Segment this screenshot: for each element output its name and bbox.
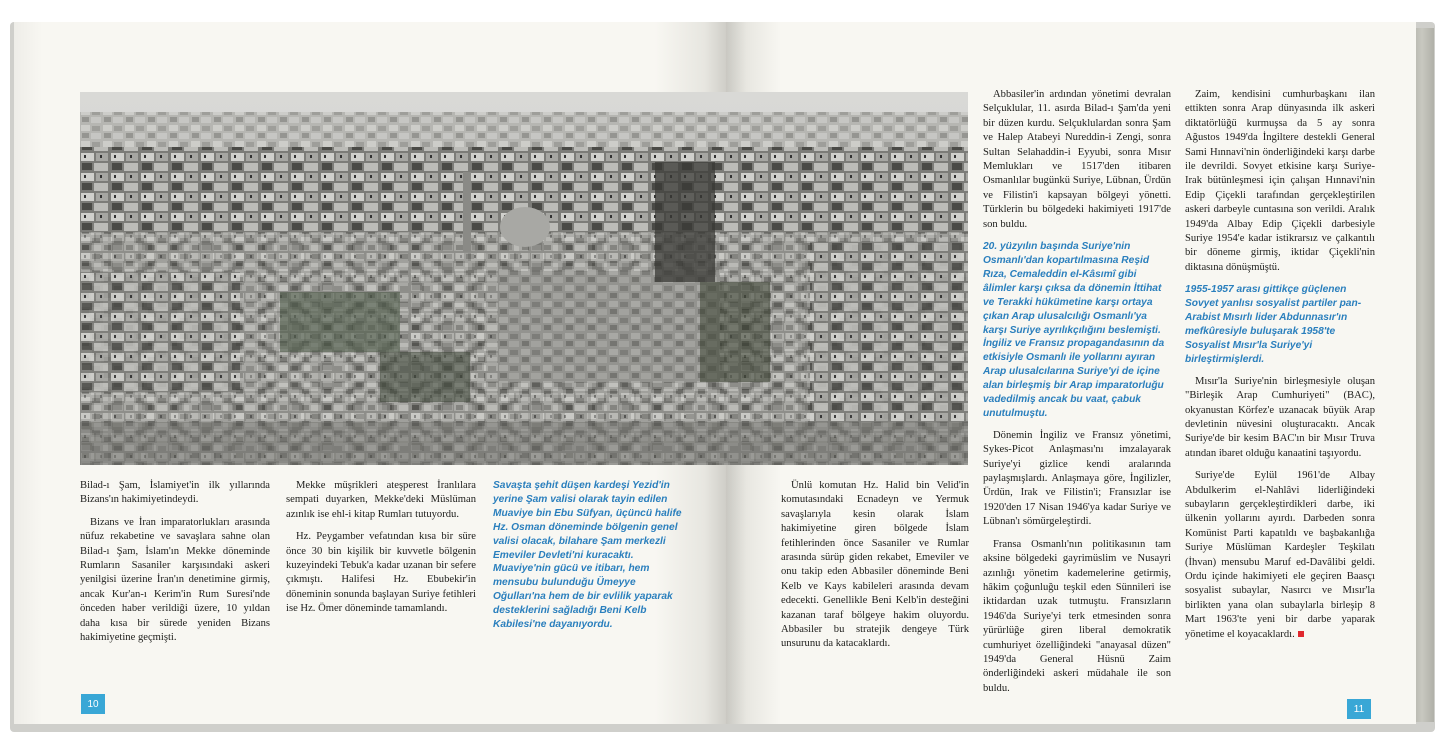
- paragraph: Bilad-ı Şam, İslamiyet'in ilk yıllarında Bizans'ın hakimiyetindeydi.: [80, 480, 270, 506]
- right-pull-quote-1: [983, 240, 1171, 421]
- paragraph: Hz. Peygamber vefatından kısa bir süre önce 30 bin kişilik bir kuvvetle bölgenin kuzeyindeki Tebuk'a kadar uzanan bir sefere çıkmıştı. Halifesi Hz. Ebubekir'in döneminin sonunda başlayan Suriye fetihleri ise Hz. Ömer döneminde tamamlandı.: [286, 531, 476, 615]
- paragraph: [1185, 469, 1375, 642]
- paragraph: Bizans ve İran imparatorlukları arasında nüfuz rekabetine ve savaşlara sahne olan Bilad-ı Şam, İslam'ın Mekke döneminde Rumların Sasaniler karşısındaki askeri yenilgisi üzerine İran'ın denetimine girmiş, ancak Kur'an-ı Kerim'in Rum Suresi'nde önceden haber verildiği üzere, 10 yıldan daha kısa bir sürede yeniden Bizans hakimiyetine geçmişti.: [80, 516, 270, 644]
- right-pull-quote-2: [1185, 283, 1375, 366]
- paragraph: Ünlü komutan Hz. Halid bin Velid'in komutasındaki Ecnadeyn ve Yermuk savaşlarıyla kesin olarak İslam hakimiyetine giren bölgede İslam fetihlerinden önce Sasaniler ve Rumlar arasında sürüp giden rekabet, Emeviler ve onu takip eden Abbasiler döneminde Beni Kelb ve Kays kabileleri arasında devam edecekti. Genellikle Beni Kelb'in desteğini kazanan taraf bölgeye hakim oluyordu. Abbasiler bu stratejik dengeye Türk unsurunu da katacaklardı.: [781, 480, 969, 650]
- right-column-2: [983, 88, 1171, 704]
- paragraph-text: Suriye'de Eylül 1961'de Albay Abdulkerim el-Nahlâvi liderliğindeki subayların gerçekleştirdikleri darbe, iki ülkenin yollarını ayırdı. Darbeden sonra Komünist Parti kapatıldı ve başbakanlığa Suriye Müslüman Kardeşler Teşkilatı (İhvan) mensubu Maruf ed-Davâlibi geldi. Ordu içinde hakimiyeti ele geçiren Baasçı sosyalist subaylar, Nasırcı ve Mısır'la birlikten yana olan subaylarla birleşip 8 Mart 1963'te yeni bir darbe yaparak yönetime el koyacaklardı.: [1185, 470, 1375, 640]
- paragraph: Mekke müşrikleri ateşperest İranlılara sempati duyarken, Mekke'deki Müslüman azınlık ise ehl-i kitap Rumları tutuyordu.: [286, 480, 476, 520]
- paragraph: Zaim, kendisini cumhurbaşkanı ilan ettikten sonra Arap dünyasında ilk askeri diktatörlüğü kurmuşsa da 5 ay sonra Ağustos 1949'da İngiltere destekli General Sami Hınnavi'nin önderliğindeki karşı darbe ile devrildi. Sovyet etkisine karşı Suriye-Irak bütünleşmesi için çalışan Hınnavi'nin Edip Çiçekli tarafından gerçekleştirilen askeri darbeyle cuntasına son verildi. Aralık 1949'da Albay Edip Çiçekli darbesiyle Suriye 1954'e kadar istikrarsız ve çalkantılı bir döneme girmiş, iktidar Çiçekli'nin diktasına dönüşmüştü.: [1185, 89, 1375, 273]
- right-column-1: [781, 479, 969, 660]
- right-column-3: [1185, 88, 1375, 650]
- end-mark: [1298, 631, 1304, 637]
- paragraph: Dönemin İngiliz ve Fransız yönetimi, Sykes-Picot Anlaşması'nı imzalayarak Suriye'yi gizlice kendi aralarında paylaşmışlardı. Anlaşmaya göre, İngilizler, Ürdün, Irak ve Filistin'i; Fransızlar ise 1920'den 17 Nisan 1946'ya kadar Suriye ve Lübnan'ı sömürgeleştirdi.: [983, 429, 1171, 528]
- paragraph: Abbasiler'in ardından yönetimi devralan Selçuklular, 11. asırda Bilad-ı Şam'da yeni bir düzen kurdu. Selçuklulardan sonra Şam ve Halep Atabeyi Nureddin-i Zengi, sonra Sultan Selahaddin-i Eyyubi, sonra Mısır Memlukları ve 1517'den itibaren Osmanlılar bugünkü Suriye, Lübnan, Ürdün ve Filistin'i kapsayan bölgeyi yönetti. Türklerin bu bölgedeki hakimiyeti 1917'de son buldu.: [983, 89, 1171, 230]
- page-number-right: 11: [1347, 699, 1371, 719]
- paragraph: Fransa Osmanlı'nın politikasının tam aksine bölgedeki gayrimüslim ve Nusayri azınlığı yönetim kademelerine getirmiş, hâkim çoğunluğu teşkil eden Sünnileri ise iktidardan uzak tutmuştu. Fransızların 1946'da Suriye'yi terk etmesinden sonra yürürlüğe giren liberal demokratik cumhuriyet özelliğindeki "anayasal düzen" 1949'da General Hüsnü Zaim önderliğindeki askeri müdahale ile son buldu.: [983, 538, 1171, 694]
- left-pull-quote: [493, 479, 686, 640]
- pull-quote-text: 1955-1957 arası gittikçe güçlenen Sovyet yanlısı sosyalist partiler pan-Arabist Mısırlı lider Abdunnasır'ın mefkûresiyle buluşarak 1958'te Sosyalist Mısır'la Suriye'yi birleştirmişlerdi.: [1185, 284, 1362, 365]
- pull-quote-text: Savaşta şehit düşen kardeşi Yezid'in yerine Şam valisi olarak tayin edilen Muaviye bin Ebu Süfyan, üçüncü halife Hz. Osman döneminde bölgenin genel valisi olacak, bilahare Şam merkezli Emeviler Devleti'ni kuracaktı. Muaviye'nin gücü ve itibarı, hem mensubu bulunduğu Ümeyye Oğulları'na hem de bir evlilik yaparak desteklerini sağladığı Beni Kelb Kabilesi'ne dayanıyordu.: [493, 480, 682, 631]
- paragraph: Mısır'la Suriye'nin birleşmesiyle oluşan "Birleşik Arap Cumhuriyeti" (BAC), okyanustan Körfez'e uzanacak büyük Arap devletinin nüvesini oluşturacaktı. Ancak Suriye'de bir kesim BAC'ın bir Mısır Truva atından ibaret olduğu kanaatini taşıyordu.: [1185, 375, 1375, 459]
- page-number-left: 10: [81, 694, 105, 714]
- city-photo-image: [80, 92, 968, 465]
- pull-quote-text: 20. yüzyılın başında Suriye'nin Osmanlı'dan kopartılmasına Reşid Rıza, Cemaleddin el-Kâsımî gibi âlimler karşı çıksa da dönemin İttihat ve Terakki hükümetine karşı ortaya çıkan Arap ulusalcılığı Osmanlı'ya karşı Suriye ayrılıkçılığını beslemişti. İngiliz ve Fransız propagandasının da etkisiyle Osmanlı ile yollarını ayıran Arap ulusalcılarına Suriye'yi de içine alan birleşmiş bir Arap imparatorluğu vadedilmiş ancak bu vaat, çabuk unutulmuştu.: [983, 241, 1165, 419]
- left-column-1: [80, 479, 270, 653]
- page-edge: [1414, 28, 1434, 722]
- left-column-2: [286, 479, 476, 625]
- city-photo: [80, 92, 968, 465]
